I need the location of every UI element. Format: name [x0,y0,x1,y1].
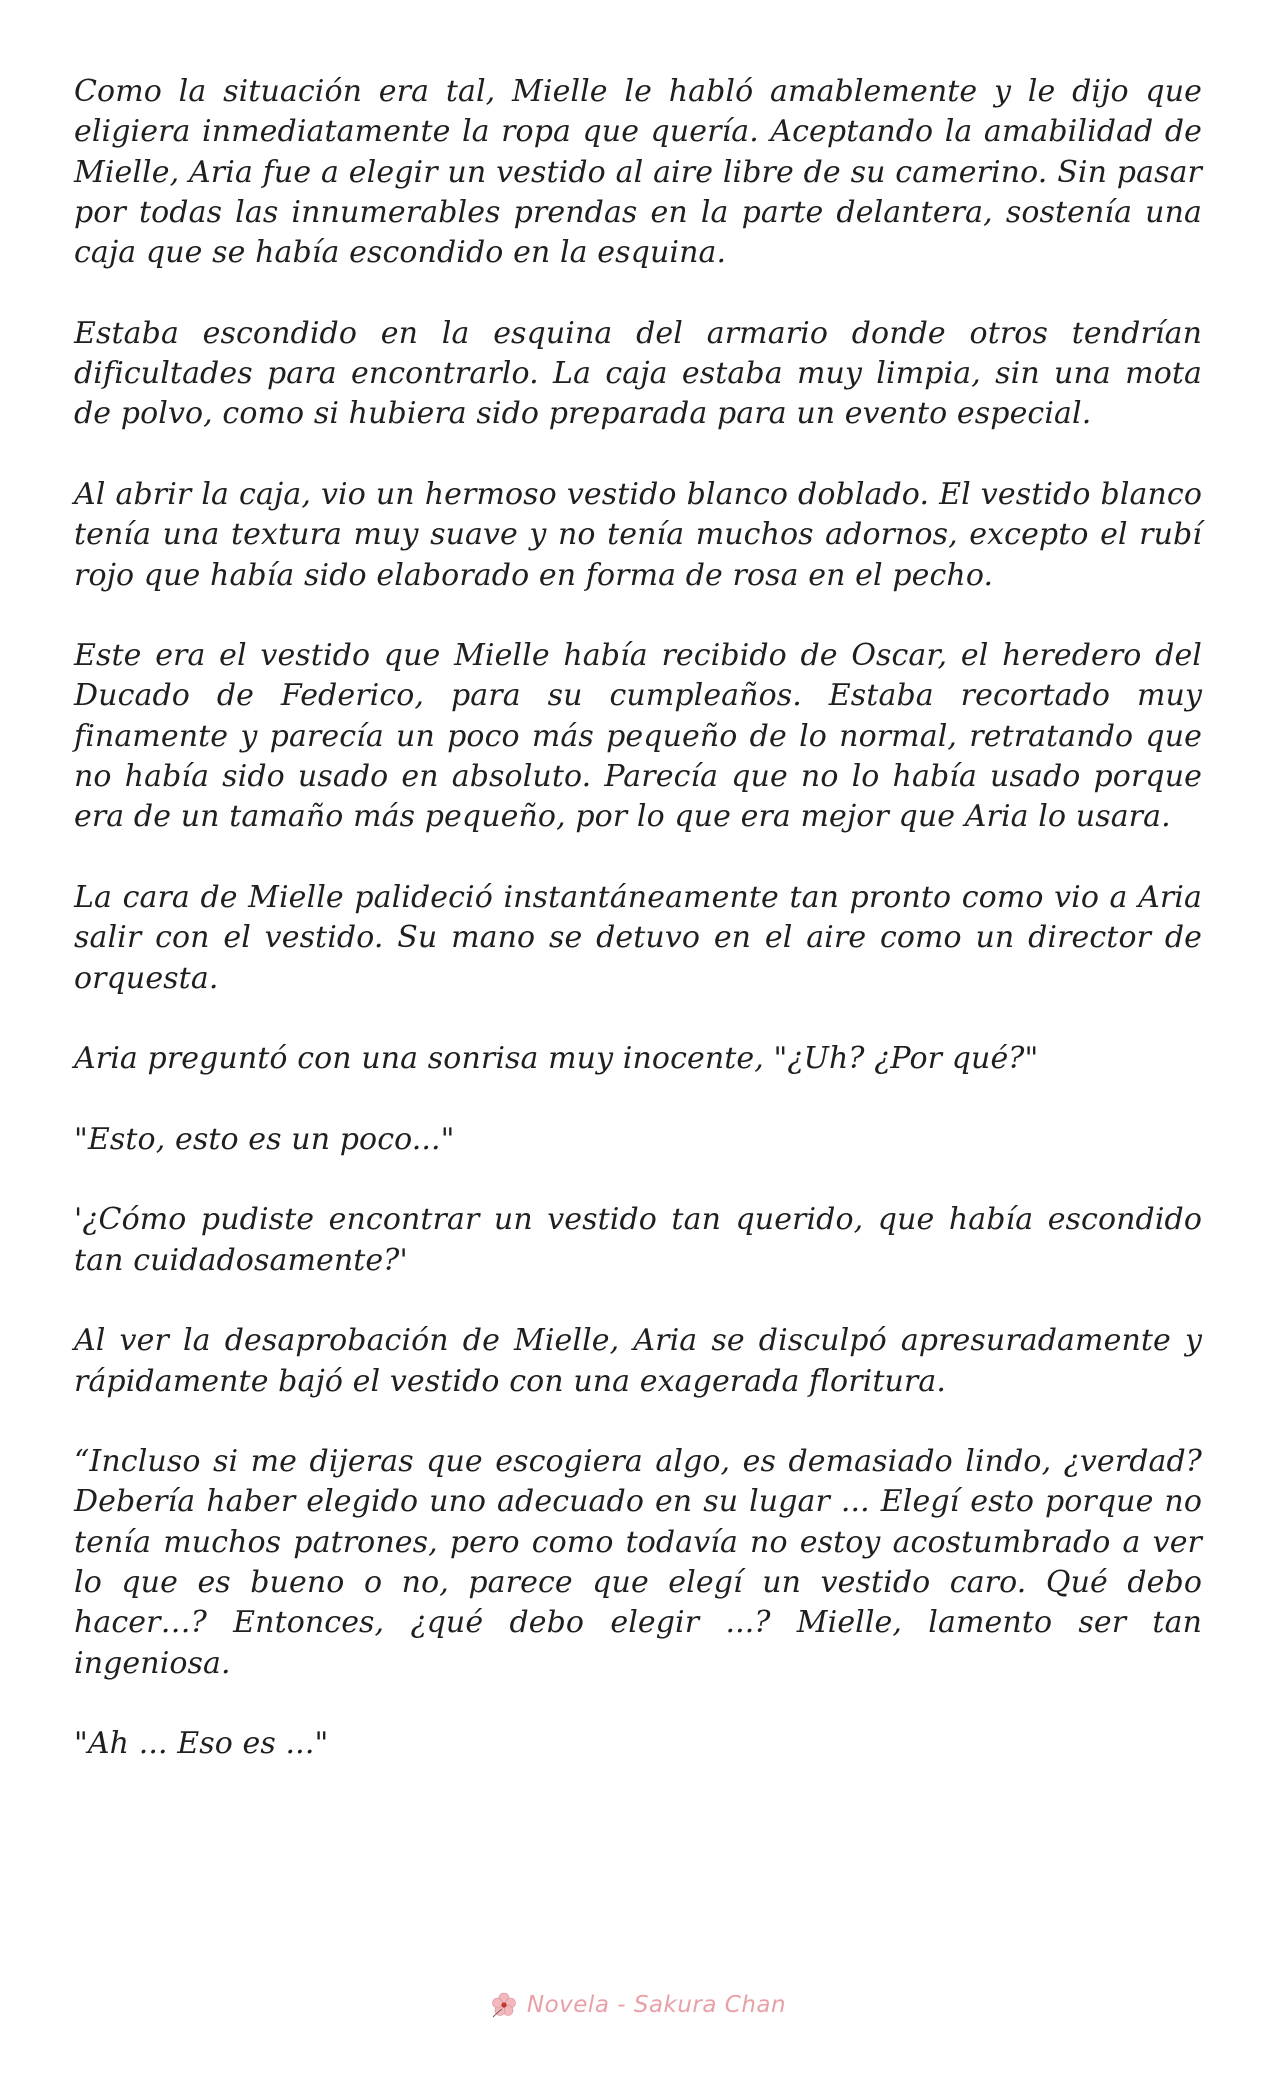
paragraph-5: La cara de Mielle palideció instantáneamente tan pronto como vio a Aria salir con el vestido. Su mano se detuvo en el aire como un director de orquesta. [74,879,1202,996]
document-body [74,72,1202,1805]
footer-text: Novela - Sakura Chan [526,1992,787,2018]
footer-logo [489,1990,786,2020]
paragraph-1: Como la situación era tal, Mielle le habló amablemente y le dijo que eligiera inmediatamente la ropa que quería. Aceptando la amabilidad de Mielle, Aria fue a elegir un vestido al aire libre de su camerino. Sin pasar por todas las innumerables prendas en la parte delantera, sostenía una caja que se había escondido en la esquina. [74,74,1202,271]
footer-watermark [0,1990,1275,2025]
paragraph-7: "Esto, esto es un poco..." [74,1121,455,1157]
paragraph-6: Aria preguntó con una sonrisa muy inocente, "¿Uh? ¿Por qué?" [74,1041,1039,1077]
paragraph-4: Este era el vestido que Mielle había recibido de Oscar, el heredero del Ducado de Federico, para su cumpleaños. Estaba recortado muy finamente y parecía un poco más pequeño de lo normal, retratando que no había sido usado en absoluto. Parecía que no lo había usado porque era de un tamaño más pequeño, por lo que era mejor que Aria lo usara. [74,638,1202,835]
paragraph-9: Al ver la desaprobación de Mielle, Aria se disculpó apresuradamente y rápidamente bajó el vestido con una exagerada floritura. [74,1323,1202,1399]
paragraph-10: “Incluso si me dijeras que escogiera algo, es demasiado lindo, ¿verdad? Debería haber elegido uno adecuado en su lugar ... Elegí esto porque no tenía muchos patrones, pero como todavía no estoy acostumbrado a ver lo que es bueno o no, parece que elegí un vestido caro. Qué debo hacer…? Entonces, ¿qué debo elegir ...? Mielle, lamento ser tan ingeniosa. [74,1444,1202,1681]
paragraph-11: "Ah ... Eso es ..." [74,1726,329,1762]
sakura-flower-icon [489,1990,519,2020]
paragraph-3: Al abrir la caja, vio un hermoso vestido blanco doblado. El vestido blanco tenía una textura muy suave y no tenía muchos adornos, excepto el rubí rojo que había sido elaborado en forma de rosa en el pecho. [74,476,1202,593]
paragraph-8: '¿Cómo pudiste encontrar un vestido tan querido, que había escondido tan cuidadosamente?' [74,1202,1202,1278]
paragraph-2: Estaba escondido en la esquina del armario donde otros tendrían dificultades para encontrarlo. La caja estaba muy limpia, sin una mota de polvo, como si hubiera sido preparada para un evento especial. [74,315,1202,432]
